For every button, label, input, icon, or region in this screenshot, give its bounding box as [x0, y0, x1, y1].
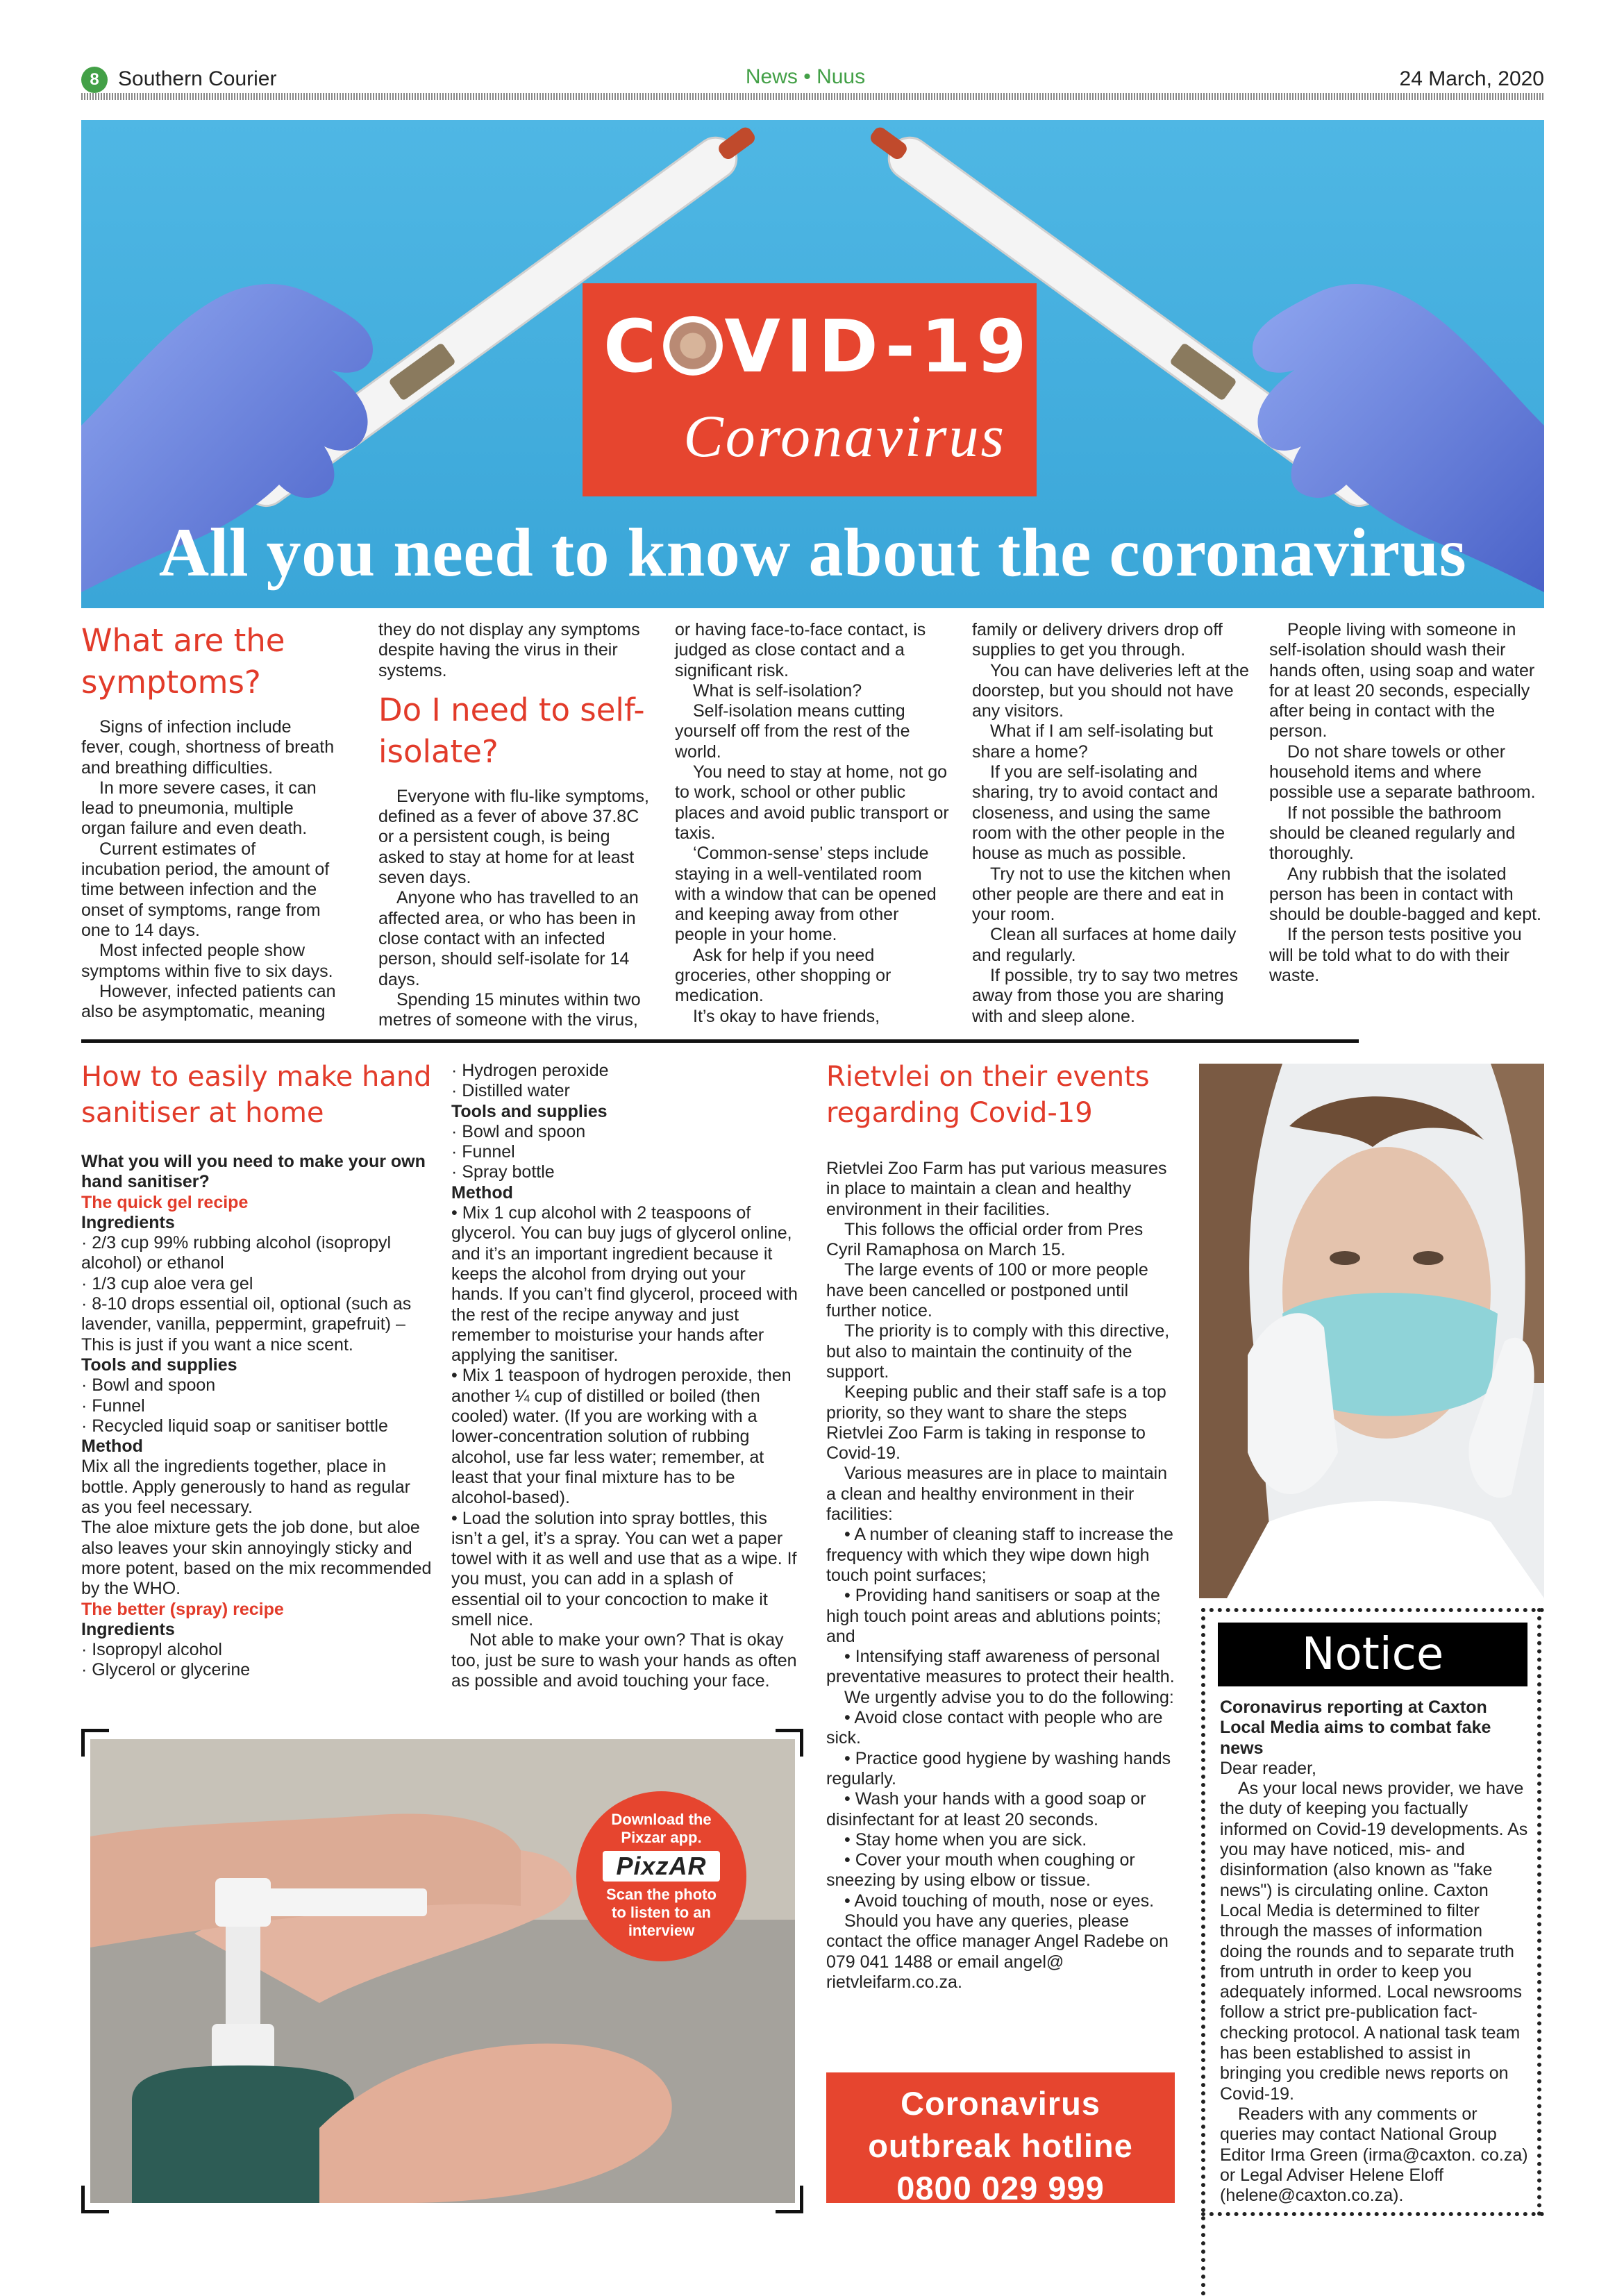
- paragraph: Should you have any queries, please contact the office manager Angel Radebe on 079 041 1488 or email angel@ rietvleifarm.co.za.: [826, 1911, 1169, 1992]
- mask-illustration: [1199, 1064, 1544, 1598]
- tool-item: · Spray bottle: [451, 1162, 555, 1182]
- tool-item: · Funnel: [81, 1396, 145, 1416]
- paragraph: • Avoid touching of mouth, nose or eyes.: [844, 1891, 1155, 1911]
- method-label: Method: [451, 1182, 513, 1203]
- self-isolate-column: [378, 620, 649, 1030]
- paragraph: Everyone with flu-like symptoms, defined as a fever of above 37.8C or a persistent cough, is being asked to stay at home for at least seven days.: [378, 786, 650, 888]
- main-headline: All you need to know about the coronavirus: [158, 514, 1467, 591]
- rietvlei-heading: Rietvlei on their events regarding Covid-19: [826, 1061, 1150, 1129]
- notice-border-right: [1537, 1608, 1541, 2216]
- ingredient-item: · Hydrogen peroxide: [451, 1061, 609, 1080]
- paragraph: You need to stay at home, not go to work, school or other public places and avoid public transport or taxis.: [675, 762, 949, 843]
- isolation-column: [675, 620, 949, 1027]
- hero-banner: [81, 120, 1544, 608]
- method-step: Mix all the ingredients together, place in bottle. Apply generously to hand as regular as you feel necessary.: [81, 1457, 410, 1518]
- notice-salutation: Dear reader,: [1220, 1758, 1316, 1778]
- ingredient-item: · 2/3 cup 99% rubbing alcohol (isopropyl alcohol) or ethanol: [81, 1233, 392, 1273]
- hotline-title: Coronavirus: [901, 2085, 1100, 2122]
- paragraph: Do not share towels or other household items and where possible use a separate bathroom.: [1269, 741, 1536, 803]
- ingredient-item: · 1/3 cup aloe vera gel: [81, 1273, 253, 1293]
- tool-item: · Bowl and spoon: [451, 1121, 586, 1141]
- covid-title-left: C: [603, 304, 662, 389]
- notice-body: [1220, 1698, 1529, 2206]
- paragraph: If possible, try to say two metres away from those you are sharing with and sleep alone.: [972, 966, 1239, 1026]
- method-step: • Mix 1 teaspoon of hydrogen peroxide, then another ¼ cup of distilled or boiled (then cooled) water. (If you are working with a lower-concentration solution of rubbing alcohol, use far less water; remember, at least that your final mixture has to be alcohol-based).: [451, 1366, 792, 1508]
- notice-title: Notice: [1218, 1623, 1527, 1686]
- paragraph: Clean all surfaces at home daily and regularly.: [972, 925, 1237, 965]
- paragraph: Self-isolation means cutting yourself off from the rest of the world.: [675, 701, 910, 762]
- ingredient-item: · 8-10 drops essential oil, optional (such as lavender, vanilla, peppermint, grapefruit) – This is just if you want a nice scent.: [81, 1294, 412, 1355]
- paragraph: • Wash your hands with a good soap or disinfectant for at least 20 seconds.: [826, 1789, 1146, 1829]
- paragraph: The large events of 100 or more people have been cancelled or postponed until further notice.: [826, 1260, 1148, 1321]
- paragraph: Try not to use the kitchen when other people are there and eat in your room.: [972, 864, 1231, 925]
- paragraph: Rietvlei Zoo Farm has put various measures in place to maintain a clean and healthy environment in their facilities.: [826, 1159, 1167, 1219]
- sanitiser-column-2: [451, 1061, 798, 1691]
- paragraph: Signs of infection include fever, cough, shortness of breath and breathing difficulties.: [81, 717, 335, 778]
- symptoms-body: [81, 717, 338, 1022]
- paragraph: People living with someone in self-isolation should wash their hands often, using soap and water for at least 20 seconds, especially after being in contact with the person.: [1269, 620, 1535, 741]
- tool-item: · Funnel: [451, 1142, 515, 1162]
- paragraph: If you are self-isolating and sharing, try to avoid contact and closeness, and using the same room with the other people in the house as much as possible.: [972, 762, 1225, 864]
- method-step: The aloe mixture gets the job done, but aloe also leaves your skin annoyingly sticky and more potent, based on the mix recommended by the WHO.: [81, 1518, 432, 1599]
- tool-item: · Recycled liquid soap or sanitiser bottle: [81, 1416, 388, 1436]
- notice-border-bottom: [1201, 2212, 1544, 2216]
- paragraph: Anyone who has travelled to an affected area, or who has been in close contact with an infected person, should self-isolate for 14 days.: [378, 888, 639, 989]
- paragraph: You can have deliveries left at the doorstep, but you should not have any visitors.: [972, 660, 1249, 721]
- hygiene-column: [1269, 620, 1544, 986]
- paragraph: Readers with any comments or queries may contact National Group Editor Irma Green (irma@caxton. co.za) or Legal Adviser Helene Eloff (helene@caxton.co.za).: [1220, 2104, 1528, 2206]
- paragraph: ‘Common-sense’ steps include staying in a well-ventilated room with a window that can be opened and keeping away from other people in your home.: [675, 844, 937, 945]
- paragraph: Spending 15 minutes within two metres of someone with the virus,: [378, 989, 641, 1030]
- paragraph: family or delivery drivers drop off supplies to get you through.: [972, 620, 1223, 660]
- paragraph: Any rubbish that the isolated person has been in contact with should be double-bagged and kept.: [1269, 864, 1541, 925]
- gel-recipe-title: The quick gel recipe: [81, 1192, 249, 1212]
- woman-mask-photo: [1199, 1064, 1544, 1598]
- covid-title-box: [583, 283, 1037, 496]
- method-step: • Load the solution into spray bottles, this isn’t a gel, it’s a spray. You can wet a paper towel with it as well and use that as a wipe. If you must, you can add in a splash of essential oil to your concoction to make it smell nice.: [451, 1508, 797, 1630]
- paragraph: • Intensifying staff awareness of personal preventative measures to protect their health.: [826, 1647, 1175, 1687]
- spray-recipe-title: The better (spray) recipe: [81, 1599, 284, 1619]
- paragraph: they do not display any symptoms despite having the virus in their systems.: [378, 620, 640, 680]
- tools-label: Tools and supplies: [451, 1101, 608, 1121]
- ingredient-item: · Distilled water: [451, 1081, 570, 1101]
- paragraph: If not possible the bathroom should be cleaned regularly and thoroughly.: [1269, 803, 1516, 864]
- header-rule: [81, 93, 1544, 100]
- section-divider: [81, 1039, 1359, 1043]
- ingredient-item: · Isopropyl alcohol: [81, 1640, 222, 1660]
- paragraph: • Avoid close contact with people who are sick.: [826, 1708, 1163, 1748]
- sanitiser-heading: How to easily make hand sanitiser at home: [81, 1061, 432, 1129]
- paragraph: This follows the official order from Pres Cyril Ramaphosa on March 15.: [826, 1219, 1144, 1260]
- paragraph: Various measures are in place to maintain a clean and healthy environment in their facilities:: [826, 1464, 1168, 1525]
- page-number-badge: 8: [81, 67, 108, 93]
- ingredient-item: · Glycerol or glycerine: [81, 1660, 251, 1680]
- section-label: News • Nuus: [745, 65, 866, 88]
- pixzar-badge[interactable]: [576, 1791, 746, 1961]
- paragraph: If the person tests positive you will be told what to do with their waste.: [1269, 925, 1522, 986]
- symptoms-column: [81, 620, 338, 1022]
- paragraph: What if I am self-isolating but share a home?: [972, 721, 1213, 762]
- paragraph: The priority is to comply with this directive, but also to maintain the continuity of the support.: [826, 1321, 1170, 1382]
- paragraph: It’s okay to have friends,: [693, 1006, 880, 1026]
- paragraph: or having face-to-face contact, is judged as close contact and a significant risk.: [675, 620, 926, 680]
- hotline-box: [826, 2072, 1175, 2206]
- paragraph: However, infected patients can also be asymptomatic, meaning: [81, 981, 336, 1022]
- notice-subhead: Coronavirus reporting at Caxton Local Media aims to combat fake news: [1220, 1698, 1491, 1758]
- symptoms-heading: What are the symptoms?: [81, 622, 285, 701]
- paragraph: • Stay home when you are sick.: [844, 1829, 1087, 1850]
- closing-paragraph: Not able to make your own? That is okay too, just be sure to wash your hands as often as possible and avoid touching your face.: [451, 1630, 797, 1691]
- method-label: Method: [81, 1436, 143, 1457]
- shared-home-column: [972, 620, 1250, 1027]
- paragraph: • Providing hand sanitisers or soap at the high touch point areas and ablutions points; and: [826, 1586, 1162, 1646]
- method-step: • Mix 1 cup alcohol with 2 teaspoons of glycerol. You can buy jugs of glycerol online, and it’s an important ingredient because it keeps the alcohol from drying out your hands. If you can’t find glycerol, proceed with the rest of the recipe anyway and just remember to moisturise your hands after applying the sanitiser.: [451, 1203, 798, 1366]
- intro-question: What you will you need to make your own hand sanitiser?: [81, 1152, 426, 1192]
- covid-subtitle: Coronavirus: [683, 403, 1006, 469]
- paragraph: • Cover your mouth when coughing or sneezing by using elbow or tissue.: [826, 1850, 1135, 1891]
- sanitiser-column-1: [81, 1059, 432, 1681]
- paragraph: We urgently advise you to do the following:: [844, 1687, 1174, 1707]
- ingredients-label: Ingredients: [81, 1212, 175, 1232]
- ingredients-label: Ingredients: [81, 1619, 175, 1639]
- virus-icon: [663, 316, 723, 376]
- paragraph: Most infected people show symptoms within five to six days.: [81, 941, 333, 981]
- tools-label: Tools and supplies: [81, 1355, 237, 1375]
- pixzar-logo: PixzAR: [603, 1851, 720, 1882]
- hotline-subtitle: outbreak hotline: [868, 2127, 1133, 2164]
- paragraph: Current estimates of incubation period, the amount of time between infection and the onset of symptoms, range from one to 14 days.: [81, 839, 330, 940]
- pixzar-scan-text: Scan the photo to listen to an interview: [606, 1886, 717, 1939]
- paragraph: • A number of cleaning staff to increase the frequency with which they wipe down high touch point surfaces;: [826, 1525, 1173, 1585]
- pixzar-download-text: Download the Pixzar app.: [611, 1811, 712, 1846]
- paragraph: What is self-isolation?: [693, 680, 862, 701]
- issue-date: 24 March, 2020: [1399, 67, 1544, 90]
- self-isolate-heading: Do I need to self-isolate?: [378, 691, 645, 770]
- paragraph: • Practice good hygiene by washing hands regularly.: [826, 1748, 1171, 1788]
- hotline-number[interactable]: 0800 029 999: [896, 2170, 1105, 2206]
- paragraph: As your local news provider, we have the duty of keeping you factually informed on Covid-19 developments. As you may have noticed, mis- and disinformation (also known as "fake news") is circulating online. Caxton Local Media is determined to filter through the masses of information doing the rounds and to separate truth from untruth in order to keep you adequately informed. Local newsrooms follow a strict pre-publication fact-checking protocol. A national task team has been established to assist in bringing you credible news reports on Covid-19.: [1220, 1779, 1528, 2104]
- tool-item: · Bowl and spoon: [81, 1375, 216, 1396]
- rietvlei-column: [826, 1059, 1175, 1993]
- paragraph: Ask for help if you need groceries, other shopping or medication.: [675, 945, 891, 1006]
- covid-title-right: VID-19: [724, 304, 1032, 389]
- paragraph: In more severe cases, it can lead to pneumonia, multiple organ failure and even death.: [81, 778, 317, 839]
- paragraph: Keeping public and their staff safe is a top priority, so they want to share the steps Rietvlei Zoo Farm is taking in response to Covid-19.: [826, 1382, 1166, 1464]
- publication-name: Southern Courier: [118, 67, 277, 90]
